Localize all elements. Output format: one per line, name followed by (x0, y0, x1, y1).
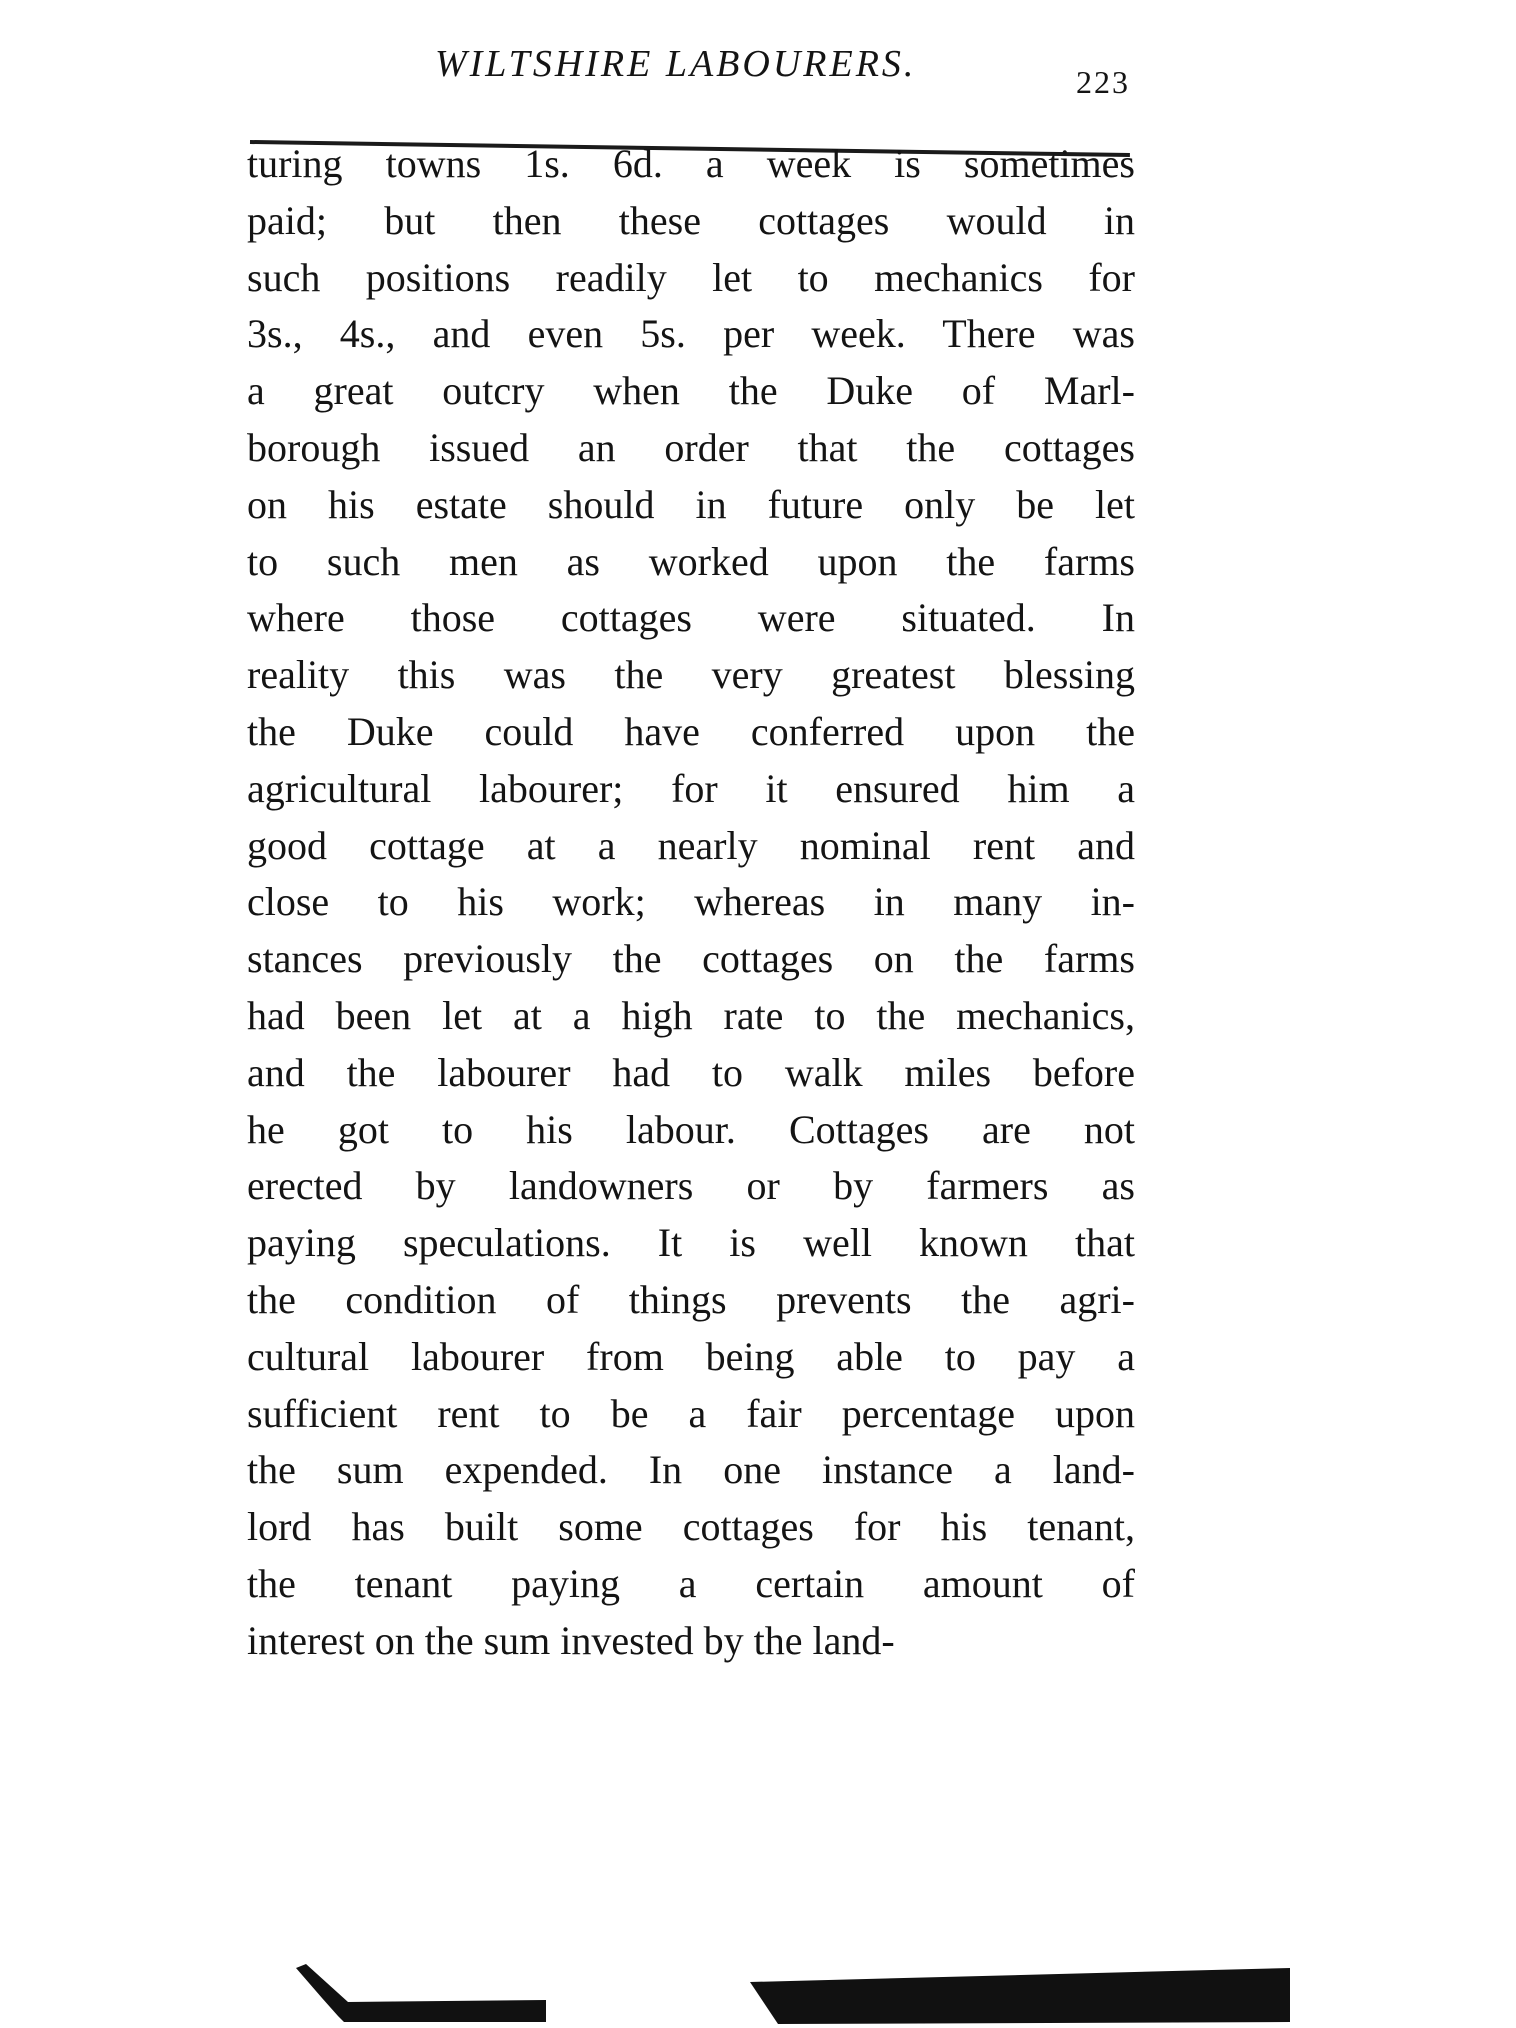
text-line: and the labourer had to walk miles before (247, 1049, 1135, 1095)
scan-edge-mark-right (750, 1960, 1290, 2028)
text-line: good cottage at a nearly nominal rent and (247, 822, 1135, 868)
text-line: the sum expended. In one instance a land- (247, 1447, 1135, 1493)
text-line: paying speculations. It is well known that (247, 1220, 1135, 1266)
text-line: 3s., 4s., and even 5s. per week. There was (247, 311, 1135, 357)
text-line: had been let at a high rate to the mechanics, (247, 992, 1135, 1038)
text-line: reality this was the very greatest blessing (247, 652, 1135, 698)
page-number: 223 (1076, 64, 1130, 100)
page-edge-marks (0, 1960, 1516, 2028)
text-line: stances previously the cottages on the farms (247, 936, 1135, 982)
text-line: cultural labourer from being able to pay a (247, 1333, 1135, 1379)
running-title: WILTSHIRE LABOURERS. (435, 43, 917, 85)
text-line: to such men as worked upon the farms (247, 538, 1135, 584)
text-line: lord has built some cottages for his tenant, (247, 1504, 1135, 1550)
running-head (0, 40, 1516, 100)
text-line: the tenant paying a certain amount of (247, 1560, 1135, 1606)
text-line: turing towns 1s. 6d. a week is sometimes (247, 141, 1135, 186)
text-line: where those cottages were situated. In (247, 595, 1135, 641)
text-line: erected by landowners or by farmers as (247, 1163, 1135, 1209)
text-line: he got to his labour. Cottages are not (247, 1106, 1135, 1152)
text-line: interest on the sum invested by the land- (247, 1617, 895, 1663)
text-line: paid; but then these cottages would in (247, 197, 1135, 243)
body-text (247, 136, 1135, 1670)
text-line: the condition of things prevents the agri- (247, 1276, 1135, 1322)
text-line: agricultural labourer; for it ensured him a (247, 765, 1135, 811)
text-line: close to his work; whereas in many in- (247, 879, 1135, 925)
text-line: such positions readily let to mechanics for (247, 254, 1135, 300)
text-line: borough issued an order that the cottages (247, 424, 1135, 470)
text-line: sufficient rent to be a fair percentage upon (247, 1390, 1135, 1436)
text-line: a great outcry when the Duke of Marl- (247, 368, 1135, 414)
scan-edge-mark-left (296, 1960, 546, 2028)
text-line: on his estate should in future only be let (247, 481, 1135, 527)
text-line: the Duke could have conferred upon the (247, 708, 1135, 754)
